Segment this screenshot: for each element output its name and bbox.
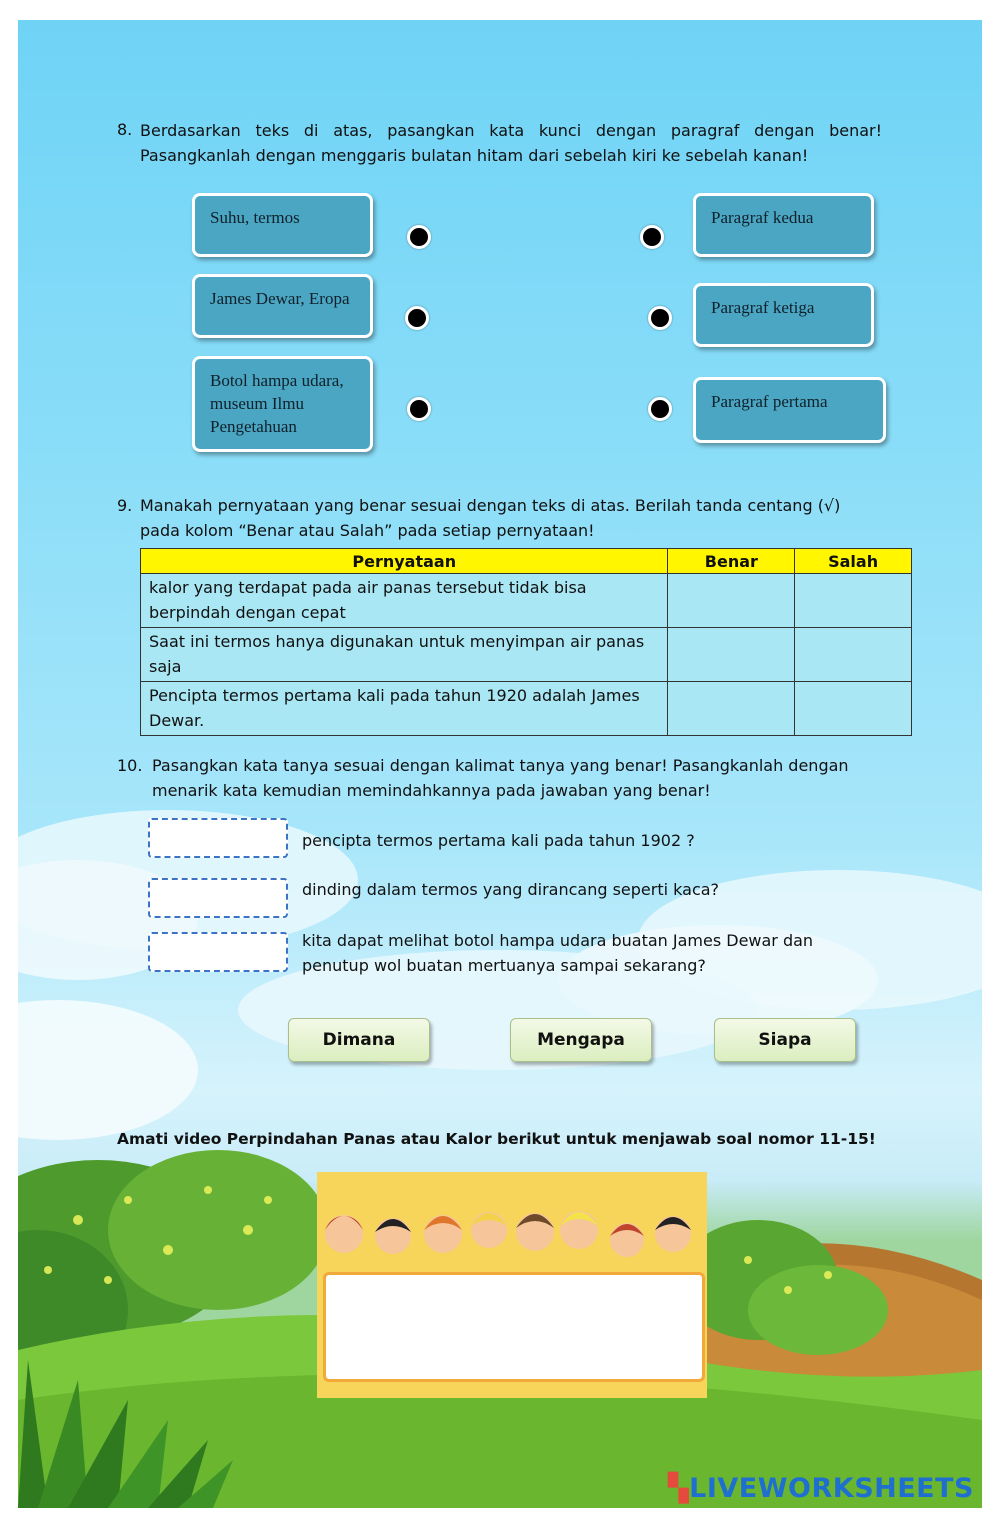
false-checkbox-cell[interactable] [795,682,912,736]
q8-left-item-1: Suhu, termos [192,193,373,257]
word-dimana-button[interactable]: Dimana [288,1018,430,1062]
q9-number: 9. [117,496,133,515]
q8-instruction-line1: Berdasarkan teks di atas, pasangkan kata kunci dengan paragraf dengan benar! [140,121,882,140]
q9-instruction-line2: pada kolom “Benar atau Salah” pada setiap pernyataan! [140,521,595,540]
q10-drop-zone-1[interactable] [148,818,288,858]
q8-right-item-1: Paragraf kedua [693,193,874,257]
table-header-row [141,549,912,574]
q10-instruction-line1: Pasangkan kata tanya sesuai dengan kalimat tanya yang benar! Pasangkanlah dengan [152,756,849,775]
q8-right-dot-2[interactable] [648,306,672,330]
q10-sentence-3-line1: kita dapat melihat botol hampa udara buatan James Dewar dan [302,931,814,950]
q8-left-dot-3[interactable] [407,397,431,421]
children-illustration [317,1172,707,1272]
q8-left-item-2: James Dewar, Eropa [192,274,373,338]
q10-sentence-3-line2: penutup wol buatan mertuanya sampai sekarang? [302,956,706,975]
true-checkbox-cell[interactable] [668,682,795,736]
q8-left-dot-1[interactable] [407,225,431,249]
statement-cell: kalor yang terdapat pada air panas tersebut tidak bisa berpindah dengan cepat [141,574,668,628]
true-checkbox-cell[interactable] [668,628,795,682]
video-screen[interactable] [323,1272,705,1382]
table-row [141,682,912,736]
q9-instruction-line1: Manakah pernyataan yang benar sesuai dengan teks di atas. Berilah tanda centang (√) [140,496,841,515]
logo-mark-icon: ▚ [667,1473,690,1504]
word-siapa-button[interactable]: Siapa [714,1018,856,1062]
worksheet-page [18,20,982,1508]
q10-drop-zone-2[interactable] [148,878,288,918]
q8-right-dot-1[interactable] [640,225,664,249]
false-checkbox-cell[interactable] [795,628,912,682]
table-row [141,574,912,628]
q8-left-item-3: Botol hampa udara, museum Ilmu Pengetahuan [192,356,373,452]
q8-right-dot-3[interactable] [648,397,672,421]
q8-right-item-2: Paragraf ketiga [693,283,874,347]
header-true: Benar [668,549,795,574]
word-mengapa-button[interactable]: Mengapa [510,1018,652,1062]
q8-left-dot-2[interactable] [405,306,429,330]
q9-statement-table [140,548,912,736]
true-checkbox-cell[interactable] [668,574,795,628]
statement-cell: Pencipta termos pertama kali pada tahun 1920 adalah James Dewar. [141,682,668,736]
q8-number: 8. [117,120,133,139]
video-player[interactable] [317,1172,707,1398]
q10-sentence-1: pencipta termos pertama kali pada tahun 1902 ? [302,831,695,850]
false-checkbox-cell[interactable] [795,574,912,628]
q10-drop-zone-3[interactable] [148,932,288,972]
statement-cell: Saat ini termos hanya digunakan untuk menyimpan air panas saja [141,628,668,682]
q8-instruction-line2: Pasangkanlah dengan menggaris bulatan hitam dari sebelah kiri ke sebelah kanan! [140,146,809,165]
header-false: Salah [795,549,912,574]
logo-text: LIVEWORKSHEETS [689,1473,974,1504]
q10-instruction-line2: menarik kata kemudian memindahkannya pada jawaban yang benar! [152,781,711,800]
q8-right-item-3: Paragraf pertama [693,377,886,443]
header-statement: Pernyataan [141,549,668,574]
q10-number: 10. [117,756,143,775]
liveworksheets-logo [668,1473,974,1504]
video-instruction: Amati video Perpindahan Panas atau Kalor berikut untuk menjawab soal nomor 11-15! [117,1130,876,1148]
table-row [141,628,912,682]
q10-sentence-2: dinding dalam termos yang dirancang seperti kaca? [302,880,720,899]
